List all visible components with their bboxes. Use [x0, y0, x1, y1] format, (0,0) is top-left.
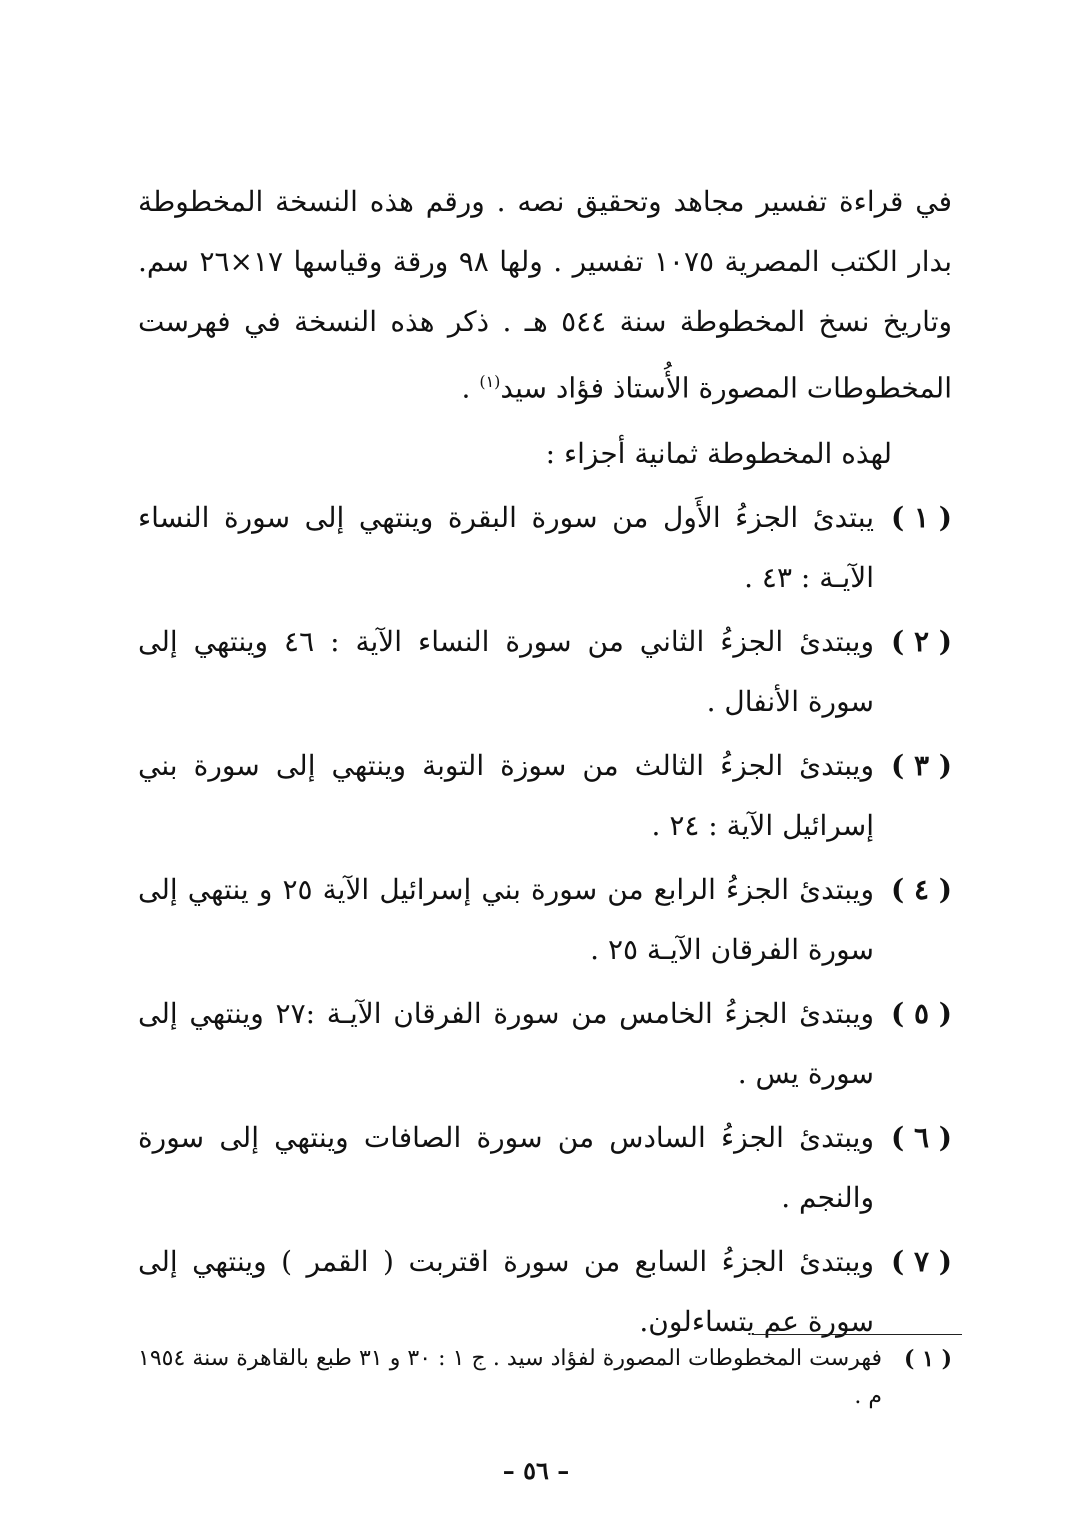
list-item-number: ( ٣ )	[890, 749, 952, 783]
list-item	[138, 488, 952, 608]
list-item	[138, 860, 952, 980]
list-item-text: ويبتدئ الجزءُ السابع من سورة اقتربت ( القمر ) وينتهي إلى سورة عم يتساءلون.	[138, 1245, 874, 1339]
footnote-text: فهرست المخطوطات المصورة لفؤاد سيد . ج ١ : ٣٠ و ٣١ طبع بالقاهرة سنة ١٩٥٤ م .	[138, 1346, 883, 1409]
list-item-number: ( ٤ )	[890, 873, 952, 907]
footnote-reference: (١)	[479, 372, 501, 391]
list-item	[138, 1108, 952, 1228]
list-item-text: ويبتدئ الجزءُ الثاني من سورة النساء الآية : ٤٦ وينتهي إلى سورة الأنفال .	[138, 625, 874, 719]
intro-paragraph-text: في قراءة تفسير مجاهد وتحقيق نصه . ورقم هذه النسخة المخطوطة بدار الكتب المصرية ١٠٧٥ تفسير . ولها ٩٨ ورقة وقياسها ١٧×٢٦ سم. وتاريخ نسخ المخطوطة سنة ٥٤٤ هـ . ذكر هذه النسخة في فهرست المخطوطات المصورة الأُستاذ فؤاد سيد	[138, 185, 953, 405]
list-item	[138, 612, 952, 732]
list-item-text: ويبتدئ الجزءُ الخامس من سورة الفرقان الآيـة :٢٧ وينتهي إلى سورة يس .	[138, 997, 875, 1091]
footnote-divider	[752, 1334, 962, 1335]
list-item-number: ( ١ )	[890, 501, 952, 535]
parts-lead: لهذه المخطوطة ثمانية أجزاء :	[545, 437, 892, 471]
list-item-number: ( ٥ )	[890, 997, 952, 1031]
list-item-text: ويبتدئ الجزءُ الثالث من سوزة التوبة وينتهي إلى سورة بني إسرائيل الآية : ٢٤ .	[138, 749, 874, 843]
list-item	[138, 984, 952, 1104]
intro-paragraph-end: .	[461, 371, 480, 405]
list-item-text: ويبتدئ الجزءُ الرابع من سورة بني إسرائيل الآية ٢٥ و ينتهي إلى سورة الفرقان الآيـة ٢٥ .	[138, 873, 874, 967]
list-item-number: ( ٦ )	[890, 1121, 952, 1155]
footnote-number: ( ١ )	[904, 1346, 952, 1372]
list-item-number: ( ٢ )	[890, 625, 952, 659]
main-text	[138, 172, 952, 1352]
list-item-number: ( ٧ )	[890, 1245, 952, 1279]
intro-paragraph	[138, 172, 952, 418]
footnote	[138, 1340, 952, 1416]
list-item	[138, 736, 952, 856]
page-number: – ٥٦ –	[502, 1456, 570, 1485]
list-item-text: يبتدئ الجزءُ الأَول من سورة البقرة وينتهي إلى سورة النساء الآيـة : ٤٣ .	[138, 501, 874, 595]
list-item-text: ويبتدئ الجزءُ السادس من سورة الصافات وينتهي إلى سورة والنجم .	[138, 1121, 874, 1215]
